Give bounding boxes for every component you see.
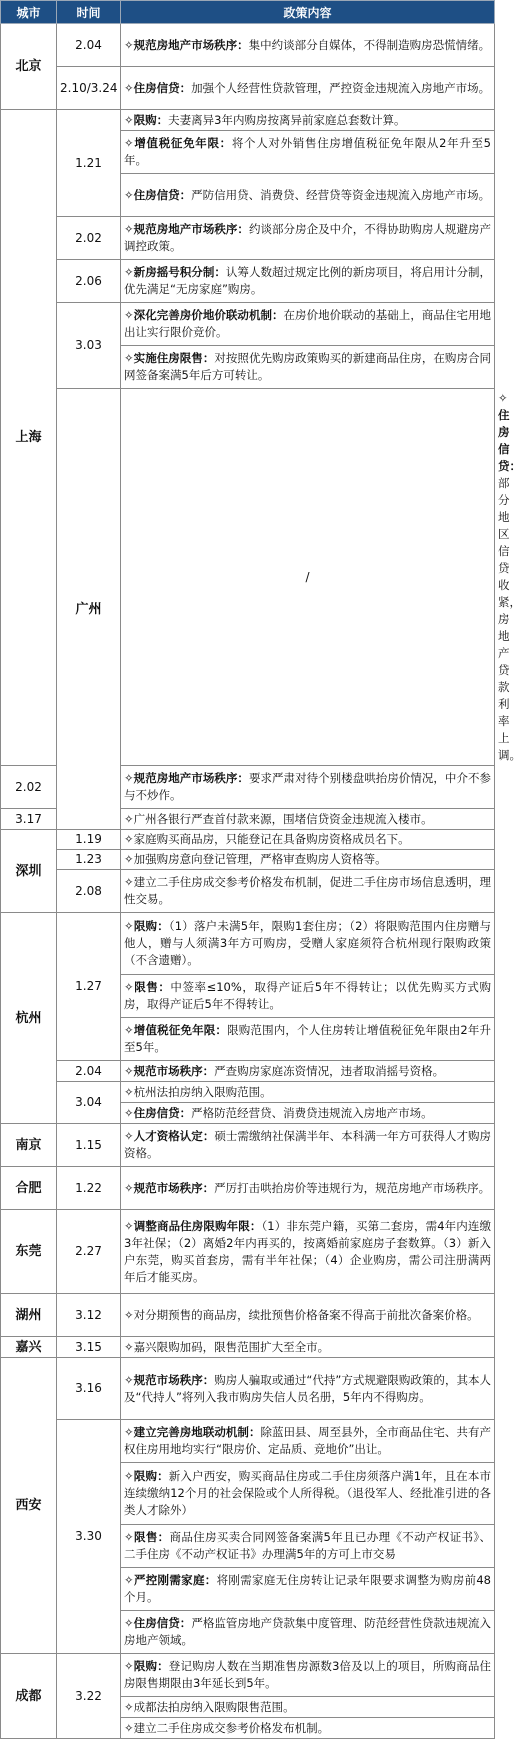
date-cell: 1.22 bbox=[57, 1167, 121, 1210]
policy-content-cell bbox=[121, 1082, 495, 1103]
date-cell: 1.23 bbox=[57, 850, 121, 870]
policy-text: 购房人骗取或通过“代持”方式规避限购政策的，其本人及“代持人”将列入我市购房失信人员名册，5年内不得购房。 bbox=[124, 1372, 491, 1404]
table-row bbox=[1, 830, 495, 850]
table-row bbox=[1, 1654, 495, 1697]
policy-content-cell bbox=[121, 1525, 495, 1568]
policy-text: 限购范围内，个人住房转让增值税征免年限由2年升至5年。 bbox=[124, 1023, 491, 1054]
policy-text: 严防信用贷、消费贷、经营贷等资金违规流入房地产市场。 bbox=[191, 187, 491, 202]
header-city: 城市 bbox=[1, 1, 57, 24]
policy-text: 商品住房买卖合同网签备案满5年且已办理《不动产权证书》、二手住房《不动产权证书》办理满5年的方可上市交易 bbox=[124, 1530, 491, 1561]
table-row bbox=[1, 1294, 495, 1337]
table-row bbox=[1, 1082, 495, 1103]
policy-text: 对按照优先购房政策购买的新建商品住房，在购房合同网签备案满5年后方可转让。 bbox=[124, 351, 491, 382]
date-cell: 2.08 bbox=[57, 870, 121, 913]
date-cell: 2.06 bbox=[57, 260, 121, 303]
policy-text: ✧对分期预售的商品房，续批预售价格备案不得高于前批次备案价格。 bbox=[124, 1307, 479, 1322]
policy-content-cell bbox=[121, 1718, 495, 1739]
policy-text: 认筹人数超过规定比例的新房项目，将启用计分制，优先满足“无房家庭”购房。 bbox=[124, 265, 491, 296]
table-row bbox=[1, 913, 495, 975]
policy-heading: ✧深化完善房价地价联动机制： bbox=[124, 308, 284, 322]
policy-content-cell bbox=[121, 303, 495, 346]
date-cell: / bbox=[121, 389, 495, 766]
date-cell: 3.17 bbox=[1, 809, 57, 830]
policy-content-cell bbox=[121, 1018, 495, 1061]
policy-content-cell bbox=[121, 67, 495, 110]
policy-text: 严厉打击哄抬房价等违规行为，规范房地产市场秩序。 bbox=[214, 1180, 491, 1195]
policy-content-cell bbox=[121, 1420, 495, 1463]
policy-heading: ✧住房信贷： bbox=[124, 1105, 192, 1120]
policy-text: 严格防范经营贷、消费贷违规流入房地产市场。 bbox=[191, 1105, 433, 1120]
policy-heading: ✧限购： bbox=[124, 112, 169, 127]
policy-heading: ✧限售： bbox=[124, 980, 171, 994]
table-row bbox=[1, 389, 495, 766]
policy-text: ✧广州各银行严查首付款来源，围堵信贷资金违规流入楼市。 bbox=[124, 811, 433, 826]
policy-text: 中签率≤10%，取得产证后5年不得转让；以优先购买方式购房，取得产证后5年不得转让。 bbox=[124, 980, 491, 1011]
policy-content-cell bbox=[121, 1697, 495, 1718]
date-cell: 1.27 bbox=[57, 913, 121, 1061]
policy-text: ✧杭州法拍房纳入限购范围。 bbox=[124, 1084, 272, 1099]
policy-text: ✧嘉兴限购加码，限售范围扩大至全市。 bbox=[124, 1339, 330, 1354]
policy-content-cell bbox=[121, 1294, 495, 1337]
city-cell: 北京 bbox=[1, 24, 57, 110]
policy-content-cell bbox=[121, 975, 495, 1018]
policy-content-cell bbox=[121, 1103, 495, 1124]
policy-heading: ✧规范市场秩序： bbox=[124, 1180, 215, 1195]
policy-content-cell bbox=[121, 809, 495, 830]
policy-text: （1）非东莞户籍，买第二套房，需4年内连缴3年社保；（2）离婚2年内再买的，按离婚前家庭房子套数算。（3）新入户东莞，购买首套房，需有半年社保；（4）企业购房，需公司注册满两年后才能买房。 bbox=[124, 1218, 491, 1284]
policy-content-cell bbox=[121, 174, 495, 217]
policy-heading: ✧规范房地产市场秩序： bbox=[124, 222, 249, 236]
date-cell: 3.03 bbox=[57, 303, 121, 389]
policy-text: 集中约谈部分自媒体，不得制造购房恐慌情绪。 bbox=[248, 37, 491, 52]
policy-text: 在房价地价联动的基础上，商品住宅用地出让实行限价竞价。 bbox=[124, 308, 492, 339]
policy-content-cell bbox=[121, 830, 495, 850]
city-cell: 嘉兴 bbox=[1, 1337, 57, 1358]
city-cell: 湖州 bbox=[1, 1294, 57, 1337]
policy-text: ✧成都法拍房纳入限购限售范围。 bbox=[124, 1699, 295, 1714]
policy-heading: ✧住房信贷： bbox=[124, 80, 192, 95]
table-row bbox=[1, 1420, 495, 1463]
policy-heading: ✧建立完善房地联动机制： bbox=[124, 1425, 261, 1439]
policy-content-cell bbox=[121, 870, 495, 913]
policy-content-cell bbox=[121, 766, 495, 809]
table-row bbox=[1, 1167, 495, 1210]
policy-content-cell bbox=[121, 110, 495, 131]
table-row bbox=[1, 303, 495, 346]
city-cell: 合肥 bbox=[1, 1167, 57, 1210]
city-cell: 南京 bbox=[1, 1124, 57, 1167]
policy-heading: ✧增值税征免年限： bbox=[124, 1023, 228, 1037]
date-cell: 3.30 bbox=[57, 1420, 121, 1654]
date-cell: 3.04 bbox=[57, 1082, 121, 1124]
policy-content-cell bbox=[121, 1210, 495, 1294]
date-cell: 1.19 bbox=[57, 830, 121, 850]
policy-text: 约谈部分房企及中介，不得协助购房人规避房产调控政策。 bbox=[124, 222, 492, 253]
policy-text: 严格监管房地产贷款集中度管理、防范经营性贷款违规流入房地产领域。 bbox=[124, 1616, 492, 1647]
policy-text: 加强个人经营性贷款管理，严控资金违规流入房地产市场。 bbox=[191, 80, 491, 95]
policy-content-cell bbox=[121, 346, 495, 389]
policy-text: 部分地区信贷收紧，房地产贷款利率上调。 bbox=[498, 476, 521, 762]
city-cell: 西安 bbox=[1, 1358, 57, 1654]
policy-text: 要求严肃对待个别楼盘哄抬房价情况，中介不参与不炒作。 bbox=[124, 771, 492, 802]
policy-heading: ✧规范房地产市场秩序： bbox=[124, 37, 249, 52]
table-row bbox=[1, 1337, 495, 1358]
policy-text: 严查购房家庭冻资情况，违者取消摇号资格。 bbox=[214, 1063, 445, 1078]
policy-heading: ✧规范房地产市场秩序： bbox=[124, 771, 249, 785]
table-row bbox=[1, 110, 495, 131]
policy-text: ✧建立二手住房成交参考价格发布机制。 bbox=[124, 1720, 330, 1735]
city-cell: 上海 bbox=[1, 110, 57, 766]
date-cell: 2.10/3.24 bbox=[57, 67, 121, 110]
date-cell: 1.15 bbox=[57, 1124, 121, 1167]
policy-heading: ✧调整商品住房限购年限： bbox=[124, 1218, 262, 1233]
date-cell: 1.21 bbox=[57, 110, 121, 217]
policy-text: 新入户西安，购买商品住房或二手住房须落户满1年，且在本市连续缴纳12个月的社会保险或个人所得税。（退役军人、经批准引进的各类人才除外） bbox=[124, 1469, 491, 1517]
policy-heading: ✧限购： bbox=[124, 919, 169, 933]
table-row bbox=[1, 67, 495, 110]
policy-content-cell bbox=[121, 1611, 495, 1654]
table-row bbox=[1, 260, 495, 303]
city-cell: 东莞 bbox=[1, 1210, 57, 1294]
policy-heading: ✧限售： bbox=[124, 1530, 170, 1544]
policy-content-cell bbox=[121, 1167, 495, 1210]
header-row bbox=[1, 1, 495, 24]
policy-heading: ✧规范市场秩序： bbox=[124, 1372, 215, 1387]
date-cell: 2.04 bbox=[57, 1061, 121, 1082]
policy-text: ✧建立二手住房成交参考价格发布机制，促进二手住房市场信息透明，理性交易。 bbox=[124, 875, 491, 906]
policy-text: （1）落户未满5年，限购1套住房；（2）将限购范围内住房赠与他人，赠与人须满3年方可购房，受赠人家庭须符合杭州现行限购政策（不含遗赠）。 bbox=[124, 919, 491, 967]
policy-heading: ✧增值税征免年限： bbox=[124, 136, 232, 150]
table-row bbox=[1, 24, 495, 67]
header-date: 时间 bbox=[57, 1, 121, 24]
date-cell: 3.16 bbox=[57, 1358, 121, 1420]
policy-heading: ✧人才资格认定： bbox=[124, 1129, 215, 1143]
policy-table-body bbox=[1, 24, 521, 1739]
table-row bbox=[1, 1358, 495, 1420]
policy-heading: ✧新房摇号积分制： bbox=[124, 265, 226, 279]
table-row bbox=[1, 1210, 495, 1294]
policy-content-cell bbox=[121, 1124, 495, 1167]
policy-heading: ✧限购： bbox=[124, 1469, 169, 1483]
table-row bbox=[1, 850, 495, 870]
policy-content-cell bbox=[121, 131, 495, 174]
policy-heading: ✧限购： bbox=[124, 1659, 169, 1673]
policy-content-cell bbox=[121, 1061, 495, 1082]
date-cell: 2.02 bbox=[57, 217, 121, 260]
date-cell: 2.04 bbox=[57, 24, 121, 67]
policy-heading: ✧严控刚需家庭： bbox=[124, 1573, 217, 1587]
header-content: 政策内容 bbox=[121, 1, 495, 24]
policy-heading: ✧实施住房限售： bbox=[124, 351, 215, 365]
table-row bbox=[1, 1061, 495, 1082]
table-row bbox=[1, 870, 495, 913]
policy-text: 夫妻离异3年内购房按离异前家庭总套数计算。 bbox=[168, 112, 406, 127]
date-cell: 2.02 bbox=[1, 766, 57, 809]
policy-heading: ✧住房信贷： bbox=[124, 1616, 192, 1630]
policy-text: ✧家庭购买商品房，只能登记在具备购房资格成员名下。 bbox=[124, 832, 410, 846]
date-cell: 3.22 bbox=[57, 1654, 121, 1739]
policy-heading: ✧住房信贷： bbox=[498, 391, 521, 473]
city-cell: 杭州 bbox=[1, 913, 57, 1124]
policy-text: 除蓝田县、周至县外，全市商品住宅、共有产权住房用地均实行“限房价、定品质、竞地价”出让。 bbox=[124, 1425, 491, 1456]
policy-text: 登记购房人数在当期准售房源数3倍及以上的项目，所购商品住房限售期限由3年延长到5年。 bbox=[124, 1659, 491, 1690]
policy-heading: ✧规范市场秩序： bbox=[124, 1063, 215, 1078]
date-cell: 2.27 bbox=[57, 1210, 121, 1294]
policy-content-cell bbox=[121, 1337, 495, 1358]
policy-content-cell bbox=[121, 1654, 495, 1697]
city-cell: 深圳 bbox=[1, 830, 57, 913]
policy-text: 将刚需家庭无住房转让记录年限要求调整为购房前48个月。 bbox=[124, 1573, 491, 1604]
date-cell: 3.12 bbox=[57, 1294, 121, 1337]
policy-content-cell bbox=[121, 1463, 495, 1525]
policy-content-cell bbox=[121, 1568, 495, 1611]
table-row bbox=[1, 217, 495, 260]
policy-heading: ✧住房信贷： bbox=[124, 187, 192, 202]
date-cell: 3.15 bbox=[57, 1337, 121, 1358]
policy-text: 硕士需缴纳社保满半年、本科满一年方可获得人才购房资格。 bbox=[124, 1129, 491, 1160]
policy-content-cell bbox=[121, 850, 495, 870]
policy-content-cell bbox=[121, 913, 495, 975]
table-row bbox=[1, 1124, 495, 1167]
city-cell: 广州 bbox=[57, 389, 121, 830]
policy-content-cell bbox=[121, 217, 495, 260]
city-cell: 成都 bbox=[1, 1654, 57, 1739]
policy-content-cell bbox=[121, 260, 495, 303]
policy-text: ✧加强购房意向登记管理，严格审查购房人资格等。 bbox=[124, 852, 387, 866]
policy-content-cell bbox=[121, 1358, 495, 1420]
policy-content-cell bbox=[121, 24, 495, 67]
policy-text: 将个人对外销售住房增值税征免年限从2年升至5年。 bbox=[124, 136, 491, 167]
